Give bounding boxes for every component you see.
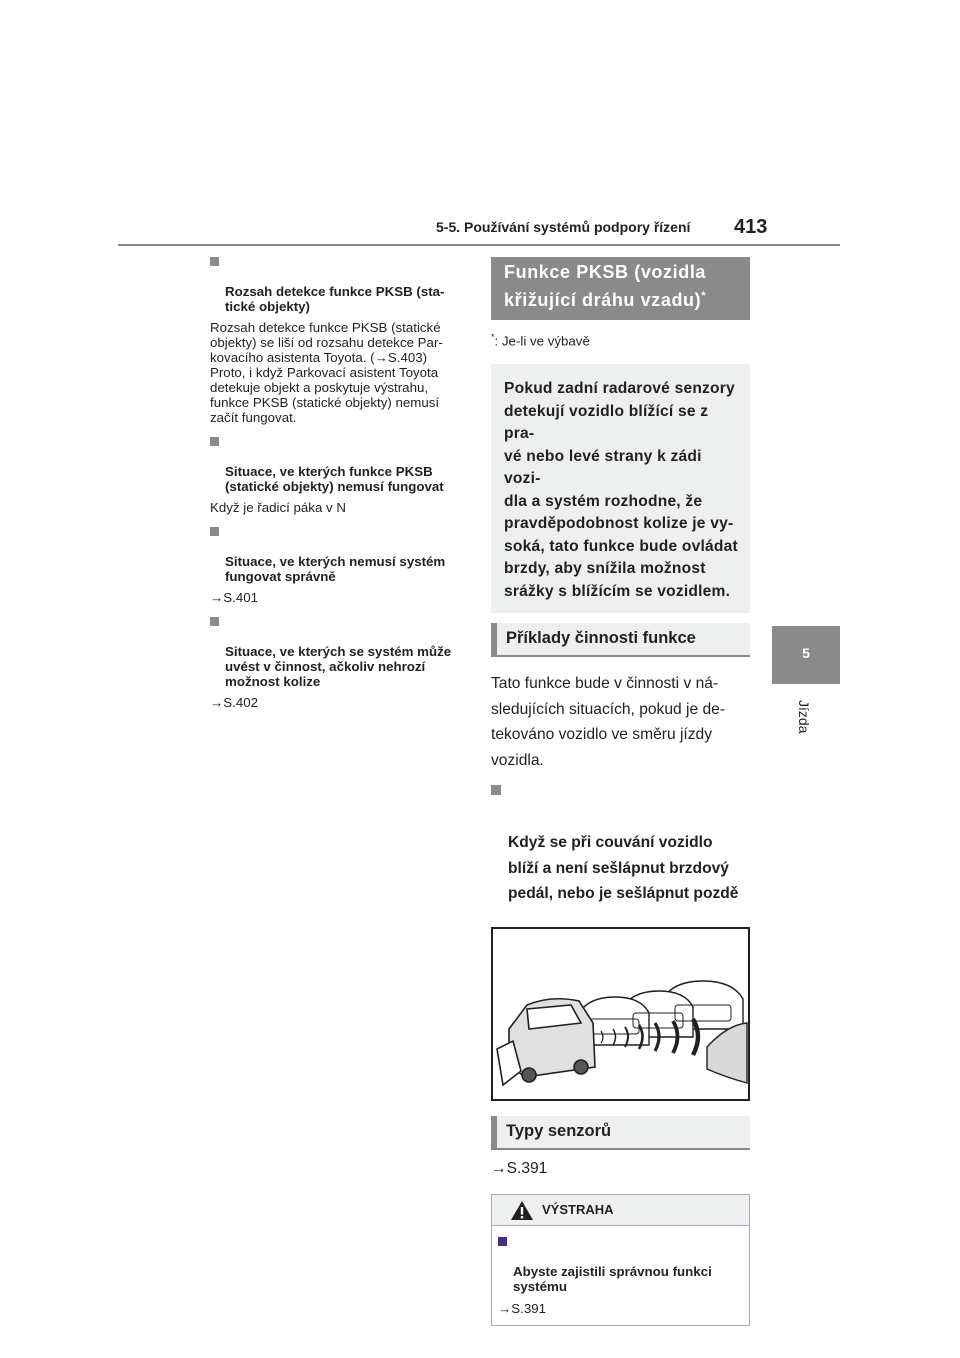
square-bullet-icon <box>498 1237 507 1246</box>
right-column <box>491 257 750 1326</box>
square-bullet-icon <box>210 617 219 626</box>
reversing-illustration <box>491 927 750 1101</box>
warning-item-heading: Abyste zajistili správnou funkci systému <box>498 1234 743 1294</box>
malfunction-ref: →S.401 <box>210 590 259 605</box>
false-activation-ref: →S.402 <box>210 695 259 710</box>
detection-range-text: Rozsah detekce funkce PKSB (statické objekty) se liší od rozsahu detekce Par- kovacího asistenta Toyota. (→S.403) Proto, i když Parkovací asistent Toyota detekuje objekt a poskytuje výstrahu, funkce PKSB (statické objekty) nemusí začít fungovat. <box>210 320 443 425</box>
square-bullet-icon <box>491 785 501 795</box>
left-column <box>210 254 468 719</box>
footnote: *: Je-li ve výbavě <box>491 332 590 349</box>
chapter-label: Jízda <box>796 700 812 734</box>
header-divider <box>118 244 840 246</box>
car-reversing-image <box>493 929 748 1099</box>
warning-header <box>492 1195 749 1226</box>
warning-title: VÝSTRAHA <box>542 1201 614 1217</box>
warning-body <box>492 1226 749 1325</box>
page-number: 413 <box>734 216 768 238</box>
square-bullet-icon <box>210 257 219 266</box>
examples-bullet: Když se při couvání vozidlo blíží a není sešlápnut brzdový pedál, nebo je sešlápnut pozdě <box>491 779 750 907</box>
sensor-types-ref: →S.391 <box>491 1159 548 1177</box>
examples-text: Tato funkce bude v činnosti v ná- sledujících situacích, pokud je de- tekováno vozidlo ve směru jízdy vozidla. <box>491 675 726 769</box>
detection-range-heading: Rozsah detekce funkce PKSB (sta- tické objekty) <box>210 254 468 314</box>
malfunction-heading: Situace, ve kterých nemusí systém fungovat správně <box>210 524 468 584</box>
warning-box <box>491 1194 750 1326</box>
not-working-text: Když je řadicí páka v N <box>210 500 346 515</box>
chapter-number: 5 <box>802 645 810 661</box>
section-title: 5-5. Používání systémů podpory řízení <box>436 219 691 235</box>
square-bullet-icon <box>210 437 219 446</box>
warning-triangle-icon <box>510 1200 534 1221</box>
warning-item-ref: →S.391 <box>498 1300 547 1316</box>
sensor-types-heading: Typy senzorů <box>491 1116 750 1150</box>
intro-box: Pokud zadní radarové senzory detekují vozidlo blížící se z pra- vé nebo levé strany k zádi vozi- dla a systém rozhodne, že pravděpodobnost kolize je vy- soká, tato funkce bude ovládat brzdy, aby snížila možnost srážky s blížícím se vozidlem. <box>491 364 750 613</box>
square-bullet-icon <box>210 527 219 536</box>
not-working-heading: Situace, ve kterých funkce PKSB (statické objekty) nemusí fungovat <box>210 434 468 494</box>
false-activation-heading: Situace, ve kterých se systém může uvést v činnost, ačkoliv nehrozí možnost kolize <box>210 614 468 689</box>
examples-heading: Příklady činnosti funkce <box>491 623 750 657</box>
main-heading: Funkce PKSB (vozidla křižující dráhu vzadu)* <box>491 257 750 320</box>
